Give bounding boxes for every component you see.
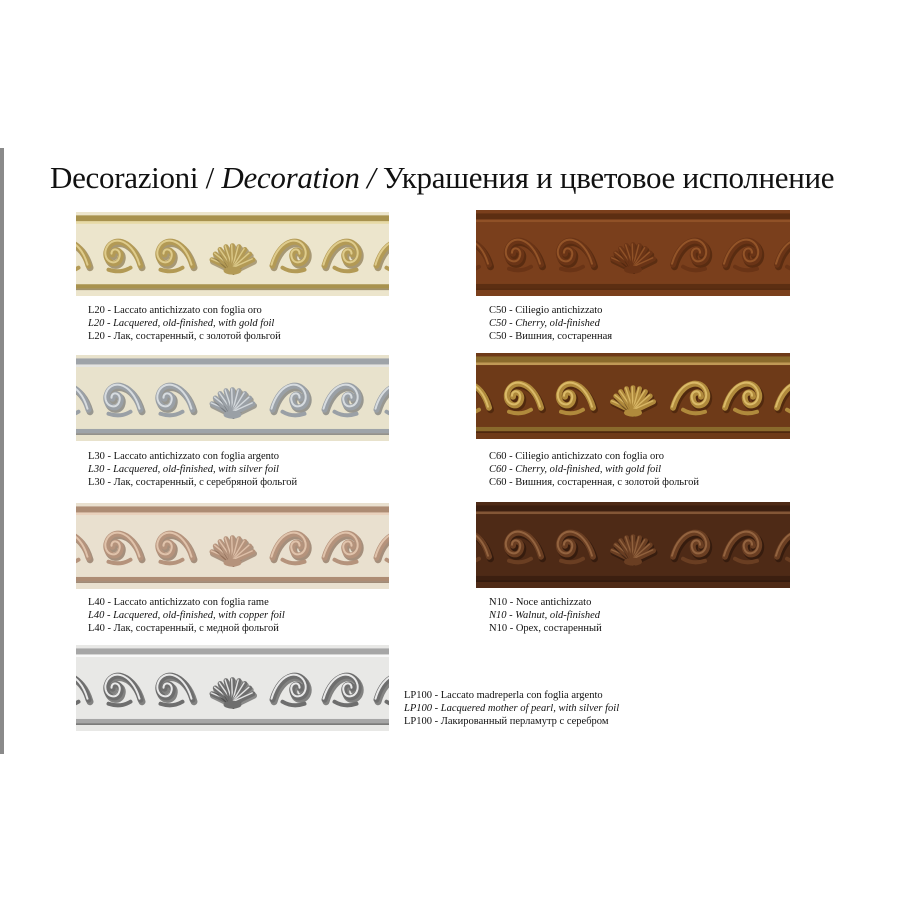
- swatch-l40-image: [76, 503, 389, 589]
- title-english: Decoration /: [221, 160, 376, 195]
- page-title: [50, 160, 834, 196]
- caption-l40-russian: L40 - Лак, состаренный, с медной фольгой: [88, 623, 279, 634]
- caption-l20-italian: L20 - Laccato antichizzato con foglia oro: [88, 305, 262, 316]
- caption-c60-italian: C60 - Ciliegio antichizzato con foglia oro: [489, 451, 664, 462]
- caption-l20: [88, 304, 281, 343]
- swatch-l20-image: [76, 212, 389, 296]
- caption-l20-russian: L20 - Лак, состаренный, с золотой фольгой: [88, 331, 281, 342]
- caption-c60-english: C60 - Cherry, old-finished, with gold foil: [489, 464, 662, 475]
- caption-n10-italian: N10 - Noce antichizzato: [489, 597, 592, 608]
- caption-l30: [88, 450, 297, 489]
- swatch-n10-image: [476, 502, 790, 588]
- swatch-l30-image: [76, 355, 389, 441]
- caption-c50-italian: C50 - Ciliegio antichizzato: [489, 305, 603, 316]
- caption-l40: [88, 596, 285, 635]
- caption-l20-english: L20 - Lacquered, old-finished, with gold foil: [88, 318, 275, 329]
- caption-c50-russian: C50 - Вишния, состаренная: [489, 331, 613, 342]
- caption-lp100-italian: LP100 - Laccato madreperla con foglia argento: [404, 690, 603, 701]
- caption-n10-russian: N10 - Орех, состаренный: [489, 623, 602, 634]
- caption-l40-english: L40 - Lacquered, old-finished, with copper foil: [88, 610, 285, 621]
- caption-n10: [489, 596, 602, 635]
- caption-c50: [489, 304, 612, 343]
- caption-c50-english: C50 - Cherry, old-finished: [489, 318, 600, 329]
- title-russian: Украшения и цветовое исполнение: [382, 160, 835, 195]
- caption-c60: [489, 450, 699, 489]
- swatch-c50-image: [476, 210, 790, 296]
- caption-lp100-english: LP100 - Lacquered mother of pearl, with silver foil: [404, 703, 620, 714]
- caption-l30-italian: L30 - Laccato antichizzato con foglia argento: [88, 451, 280, 462]
- caption-c60-russian: C60 - Вишния, состаренная, с золотой фольгой: [489, 477, 700, 488]
- caption-l30-english: L30 - Lacquered, old-finished, with silver foil: [88, 464, 279, 475]
- swatch-c60-image: [476, 353, 790, 439]
- page-edge-bar: [0, 148, 4, 754]
- caption-n10-english: N10 - Walnut, old-finished: [489, 610, 601, 621]
- caption-lp100: [404, 689, 619, 728]
- caption-l40-italian: L40 - Laccato antichizzato con foglia rame: [88, 597, 269, 608]
- caption-l30-russian: L30 - Лак, состаренный, с серебряной фольгой: [88, 477, 298, 488]
- title-italian: Decorazioni /: [50, 160, 214, 195]
- caption-lp100-russian: LP100 - Лакированный перламутр с серебром: [404, 716, 609, 727]
- swatch-lp100-image: [76, 645, 389, 731]
